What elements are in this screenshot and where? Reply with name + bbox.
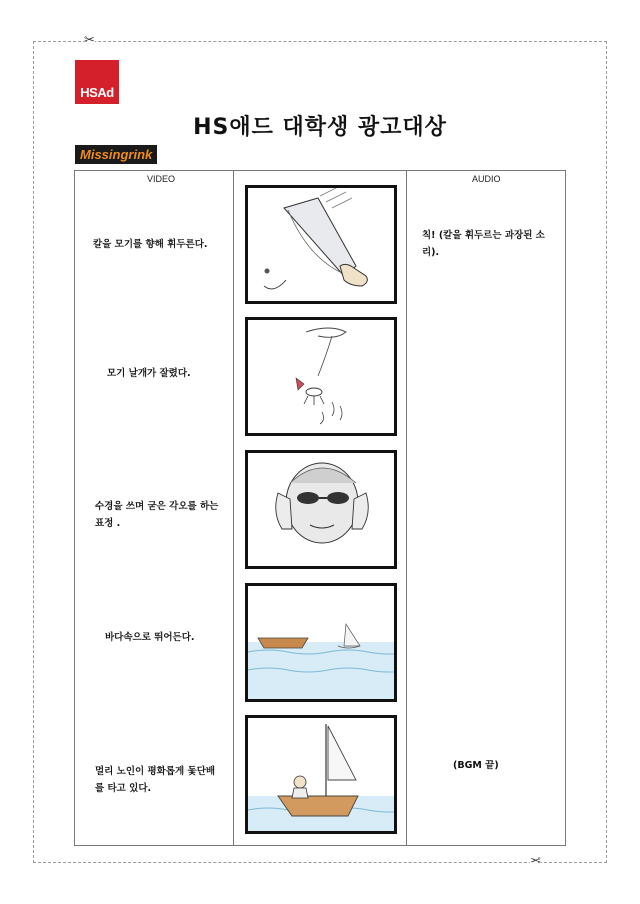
scene-2-frame <box>245 317 397 436</box>
hsad-logo <box>75 60 119 104</box>
scene-1-audio-text: 칙! (칼을 휘두르는 과장된 소리). <box>422 230 545 258</box>
column-divider <box>233 171 234 845</box>
sword-swing-sketch <box>248 188 394 301</box>
goggles-old-man-sketch <box>248 453 394 566</box>
scene-4-frame <box>245 583 397 702</box>
sea-dive-sketch <box>248 586 394 699</box>
old-man-sailboat-sketch <box>248 718 394 831</box>
scene-4-video-text: 바다속으로 뛰어든다. <box>105 632 195 643</box>
audio-column-header: AUDIO <box>472 174 501 184</box>
scene-3-frame <box>245 450 397 569</box>
scene-5-frame <box>245 715 397 834</box>
logo-text: HSAd <box>80 85 114 100</box>
scene-3-video-text: 수경을 쓰며 굳은 각오를 하는 표정 . <box>95 501 219 529</box>
storyboard-table <box>74 170 566 846</box>
scene-5-audio-text: (BGM 끝) <box>453 760 499 771</box>
scissors-icon: ✂ <box>530 854 541 869</box>
column-divider <box>406 171 407 845</box>
team-name-badge: Missingrink <box>75 145 157 164</box>
scene-2-video-text: 모기 날개가 잘렸다. <box>107 368 191 379</box>
scene-1-video-text: 칼을 모기를 향해 휘두른다. <box>93 239 208 250</box>
page-title: HS애드 대학생 광고대상 <box>193 115 447 140</box>
video-column-header: VIDEO <box>147 174 176 184</box>
scissors-icon: ✂ <box>84 33 95 48</box>
mosquito-wing-cut-sketch <box>248 320 394 433</box>
scene-5-video-text: 멀리 노인이 평화롭게 돛단배를 타고 있다. <box>95 766 216 794</box>
scene-1-frame <box>245 185 397 304</box>
